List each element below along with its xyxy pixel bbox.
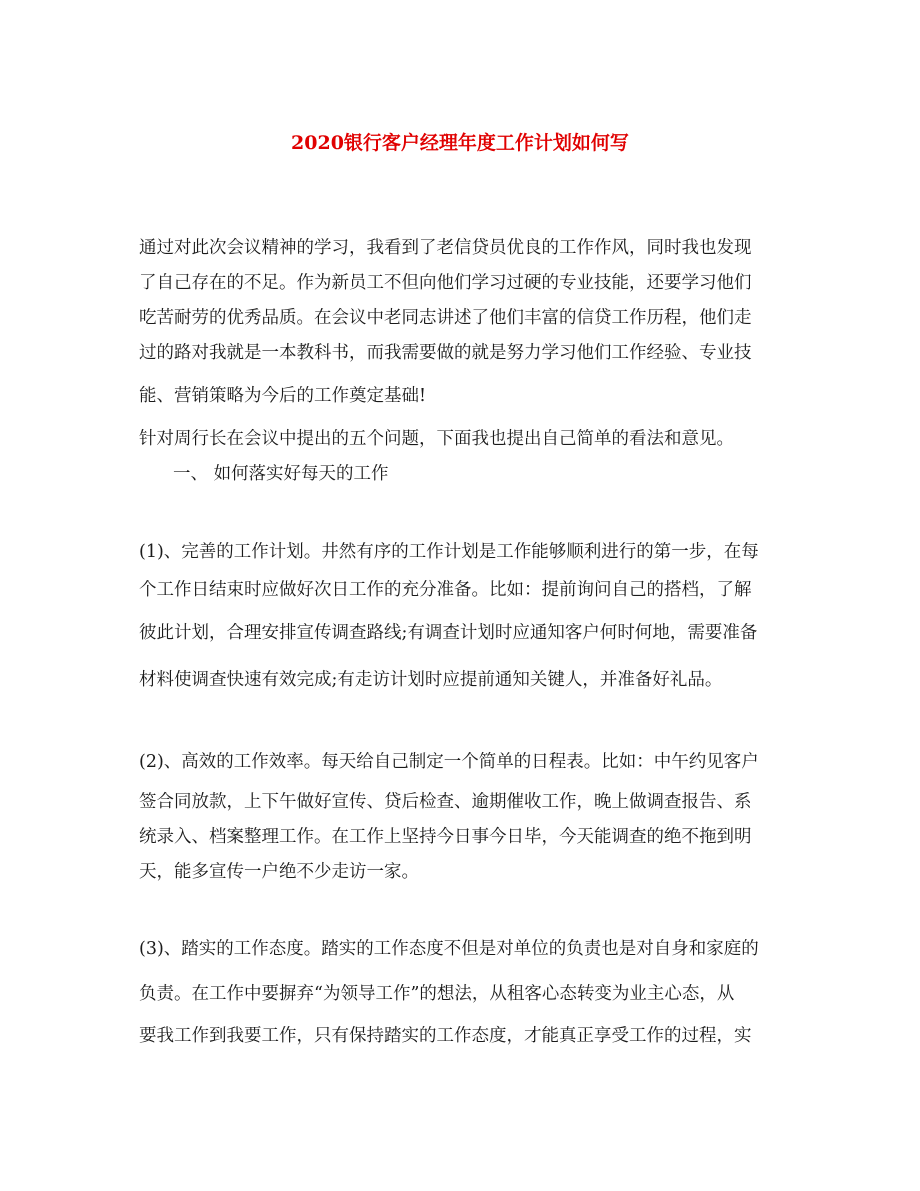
document-title: 2020银行客户经理年度工作计划如何写 [291, 132, 629, 154]
paragraph-line: 了自己存在的不足。作为新员工不但向他们学习过硬的专业技能，还要学习他们 [139, 273, 752, 293]
paragraph-line: 材料使调查快速有效完成;有走访计划时应提前通知关键人，并准备好礼品。 [139, 670, 723, 690]
paragraph-line: 天，能多宣传一户绝不少走访一家。 [139, 862, 419, 882]
paragraph-line: 通过对此次会议精神的学习，我看到了老信贷员优良的工作作风，同时我也发现 [139, 238, 752, 258]
paragraph-line: (1)、完善的工作计划。井然有序的工作计划是工作能够顺利进行的第一步，在每 [139, 542, 759, 562]
paragraph-line: 彼此计划，合理安排宣传调查路线;有调查计划时应通知客户何时何地，需要准备 [139, 623, 758, 643]
paragraph-line: 个工作日结束时应做好次日工作的充分准备。比如：提前询问自己的搭档，了解 [139, 580, 752, 600]
paragraph-line: 要我工作到我要工作，只有保持踏实的工作态度，才能真正享受工作的过程，实 [139, 1026, 752, 1046]
paragraph-line: 针对周行长在会议中提出的五个问题，下面我也提出自己简单的看法和意见。 [139, 429, 734, 449]
paragraph-line: 吃苦耐劳的优秀品质。在会议中老同志讲述了他们丰富的信贷工作历程，他们走 [139, 308, 752, 328]
paragraph-line: 能、营销策略为今后的工作奠定基础! [139, 386, 427, 406]
paragraph-line: 签合同放款，上下午做好宣传、贷后检查、逾期催收工作，晚上做调查报告、系 [139, 792, 752, 812]
paragraph-line: 统录入、档案整理工作。在工作上坚持今日事今日毕，今天能调查的绝不拖到明 [139, 827, 752, 847]
paragraph-line: 负责。在工作中要摒弃“为领导工作”的想法，从租客心态转变为业主心态，从 [139, 984, 735, 1004]
section-heading: 一、 如何落实好每天的工作 [173, 464, 389, 484]
paragraph-line: 过的路对我就是一本教科书，而我需要做的就是努力学习他们工作经验、专业技 [139, 343, 752, 363]
paragraph-line: (2)、高效的工作效率。每天给自己制定一个简单的日程表。比如：中午约见客户 [139, 752, 759, 772]
paragraph-line: (3)、踏实的工作态度。踏实的工作态度不但是对单位的负责也是对自身和家庭的 [139, 939, 759, 959]
